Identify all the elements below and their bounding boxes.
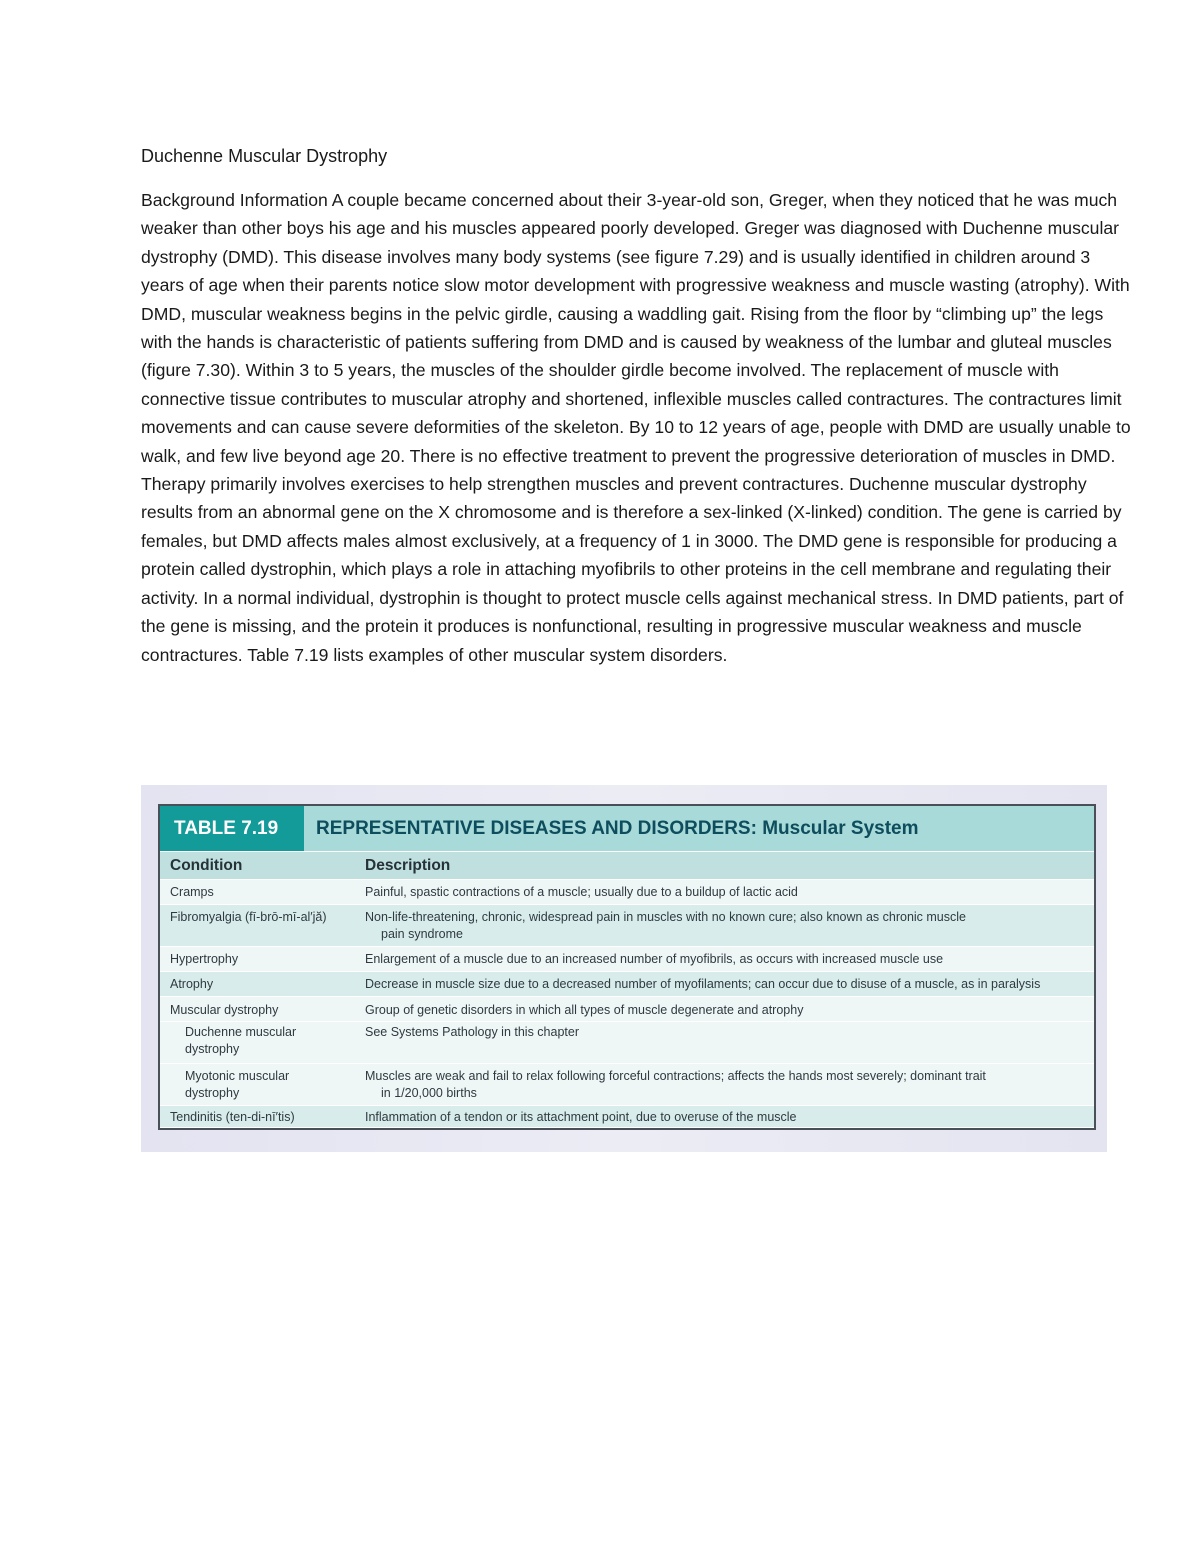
table-row [160,879,1094,904]
description-cell: See Systems Pathology in this chapter [365,1025,580,1039]
description-line: Muscles are weak and fail to relax following forceful contractions; affects the hands most severely; dominant trait [365,1069,986,1083]
table-row [160,1063,1094,1105]
table-row [160,971,1094,996]
description-line: Non-life-threatening, chronic, widespread pain in muscles with no known cure; also known as chronic muscle [365,910,966,924]
table-row [160,1105,1094,1127]
table-row [160,996,1094,1021]
description-cell: Decrease in muscle size due to a decreased number of myofilaments; can occur due to disuse of a muscle, as in paralysis [365,977,1041,991]
table-title-sub: Muscular System [762,818,919,839]
condition-line: dystrophy [185,1086,240,1100]
table-row [160,904,1094,946]
column-header-condition: Condition [170,857,243,874]
table-number: TABLE 7.19 [160,806,304,851]
condition-line: Duchenne muscular [185,1025,297,1039]
description-cell [365,1064,1094,1105]
description-cell [365,905,1094,946]
condition-cell: Fibromyalgia (fī-brō-mī-al′jă) [170,910,327,924]
condition-cell: Hypertrophy [170,952,239,966]
condition-cell: Cramps [170,885,214,899]
description-cell: Enlargement of a muscle due to an increased number of myofibrils, as occurs with increased muscle use [365,952,944,966]
column-header-description: Description [365,857,451,874]
description-cell: Group of genetic disorders in which all types of muscle degenerate and atrophy [365,1003,804,1017]
table-figure [141,785,1107,1152]
condition-cell [160,1022,365,1063]
condition-cell: Muscular dystrophy [170,1003,279,1017]
table-title-main: REPRESENTATIVE DISEASES AND DISORDERS: [316,818,757,839]
table-title [304,806,1094,851]
condition-cell [160,1064,365,1105]
description-wrap-line: in 1/20,000 births [381,1086,477,1100]
disorders-table [158,804,1096,1130]
table-header [160,806,1094,851]
condition-cell: Atrophy [170,977,214,991]
description-cell: Painful, spastic contractions of a muscle; usually due to a buildup of lactic acid [365,885,798,899]
table-row [160,1021,1094,1063]
condition-line: dystrophy [185,1042,240,1056]
body-paragraph: Background Information A couple became concerned about their 3-year-old son, Greger, when they noticed that he was much weaker than other boys his age and his muscles appeared poorly developed. Greger was diagnosed with Duchenne muscular dystrophy (DMD). This disease involves many body systems (see figure 7.29) and is usually identified in children around 3 years of age when their parents notice slow motor development with progressive weakness and muscle wasting (atrophy). With DMD, muscular weakness begins in the pelvic girdle, causing a waddling gait. Rising from the floor by “climbing up” the legs with the hands is characteristic of patients suffering from DMD and is caused by weakness of the lumbar and gluteal muscles (figure 7.30). Within 3 to 5 years, the muscles of the shoulder girdle become involved. The replacement of muscle with connective tissue contributes to muscular atrophy and shortened, inflexible muscles called contractures. The contractures limit movements and can cause severe deformities of the skeleton. By 10 to 12 years of age, people with DMD are usually unable to walk, and few live beyond age 20. There is no effective treatment to prevent the progressive deterioration of muscles in DMD. Therapy primarily involves exercises to help strengthen muscles and prevent contractures. Duchenne muscular dystrophy results from an abnormal gene on the X chromosome and is therefore a sex-linked (X-linked) condition. The gene is carried by females, but DMD affects males almost exclusively, at a frequency of 1 in 3000. The DMD gene is responsible for producing a protein called dystrophin, which plays a role in attaching myofibrils to other proteins in the cell membrane and regulating their activity. In a normal individual, dystrophin is thought to protect muscle cells against mechanical stress. In DMD patients, part of the gene is missing, and the protein it produces is nonfunctional, resulting in progressive muscular weakness and muscle contractures. Table 7.19 lists examples of other muscular system disorders. [141,190,1131,665]
description-wrap-line: pain syndrome [381,927,463,941]
table-column-header [160,851,1094,879]
condition-line: Myotonic muscular [185,1069,290,1083]
description-cell: Inflammation of a tendon or its attachment point, due to overuse of the muscle [365,1110,797,1124]
condition-cell: Tendinitis (ten-di-nī′tis) [170,1110,295,1124]
page-title: Duchenne Muscular Dystrophy [141,146,388,166]
table-row [160,946,1094,971]
